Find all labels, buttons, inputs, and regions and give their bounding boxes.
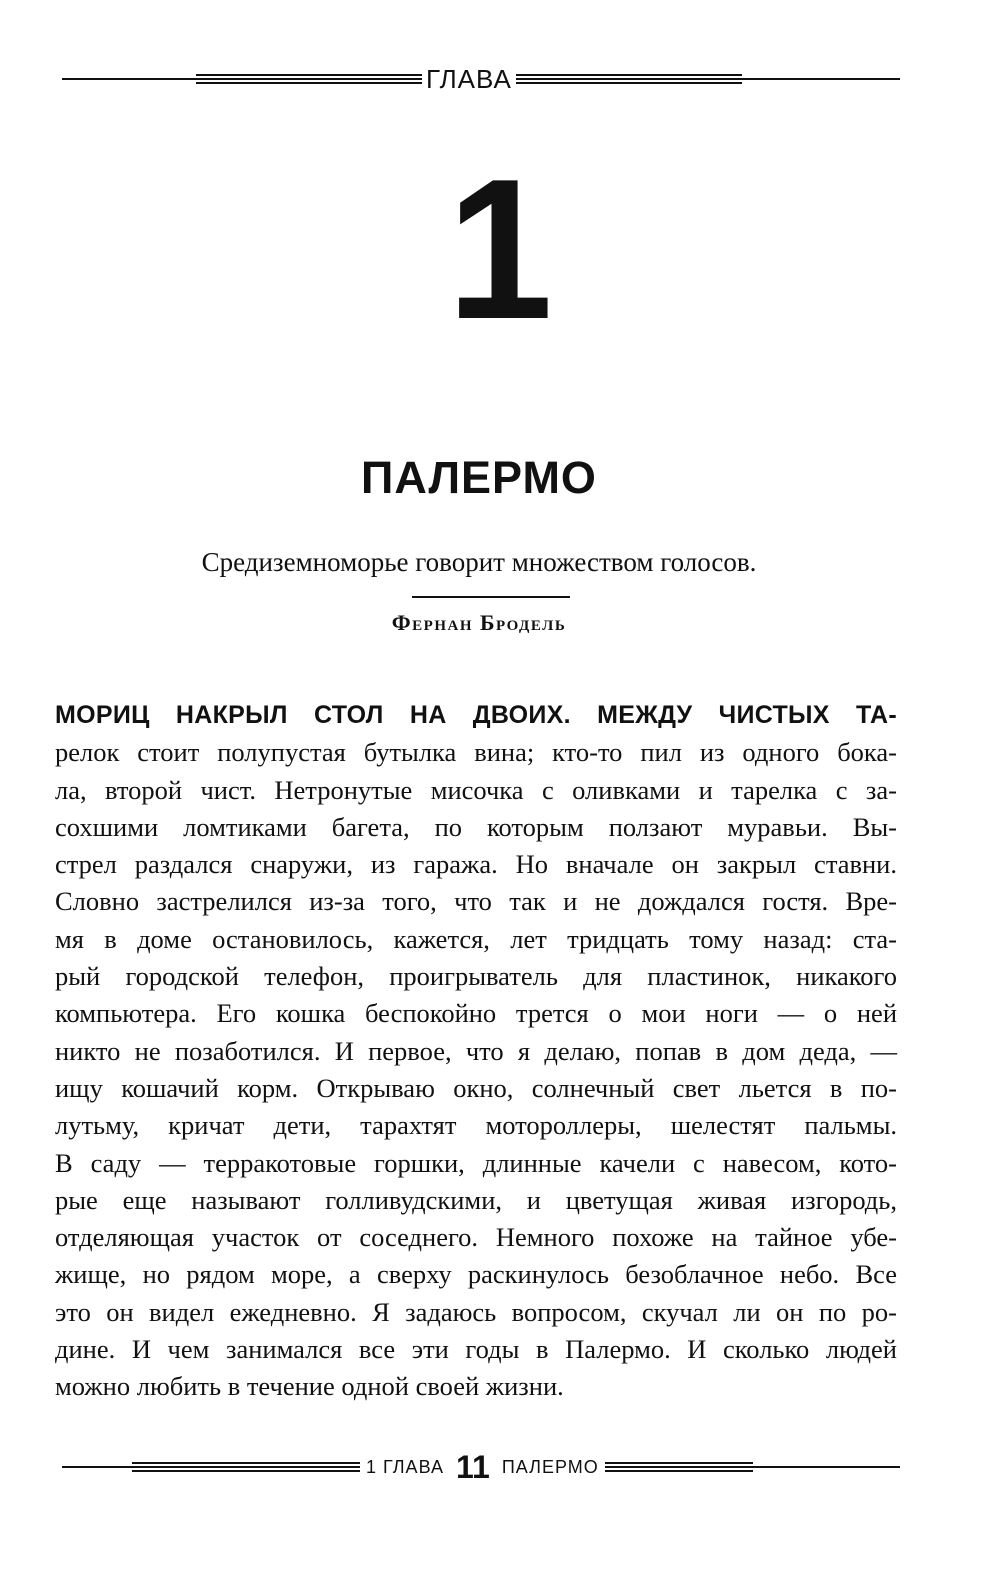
chapter-header-rule — [62, 66, 900, 92]
body-text — [55, 697, 897, 1406]
header-rule-left-triple — [196, 74, 422, 84]
footer-rule-right-triple — [605, 1462, 753, 1472]
footer-rule-left-line — [62, 1466, 132, 1468]
body-line: рые еще называют голливудскими, и цветущая живая изгородь, — [55, 1184, 897, 1215]
body-line: сохшими ломтиками багета, по которым ползают муравьи. Вы- — [55, 811, 897, 842]
header-label: ГЛАВА — [426, 64, 512, 94]
body-line: можно любить в течение одной своей жизни. — [55, 1371, 564, 1402]
epigraph-quote: Средиземноморье говорит множеством голосов. — [201, 547, 757, 577]
footer-rule-left-triple — [132, 1462, 360, 1472]
header-rule-right-line — [742, 78, 900, 80]
body-line: ла, второй чист. Нетронутые мисочка с оливками и тарелка с за- — [55, 774, 897, 805]
body-line: дине. И чем занимался все эти годы в Палермо. И сколько людей — [55, 1334, 897, 1365]
body-line: ищу кошачий корм. Открываю окно, солнечный свет льется в по- — [55, 1072, 897, 1103]
page-footer — [62, 1449, 900, 1485]
body-line: мя в доме остановилось, кажется, лет тридцать тому назад: ста- — [55, 923, 897, 954]
footer-chapter-label: 1 ГЛАВА — [366, 1457, 444, 1477]
epigraph-divider — [412, 596, 570, 598]
page-number: 11 — [455, 1449, 490, 1485]
header-rule-left-line — [62, 78, 196, 80]
body-line: В саду — терракотовые горшки, длинные качели с навесом, кото- — [55, 1147, 897, 1178]
body-line: стрел раздался снаружи, из гаража. Но вначале он закрыл ставни. — [55, 849, 897, 880]
body-line: рый городской телефон, проигрыватель для пластинок, никакого — [55, 961, 897, 992]
body-line: отделяющая участок от соседнего. Немного похоже на тайное убе- — [55, 1222, 897, 1253]
body-line: жище, но рядом море, а сверху раскинулось безоблачное небо. Все — [55, 1259, 897, 1290]
chapter-title: ПАЛЕРМО — [361, 452, 597, 503]
footer-rule-right-line — [753, 1466, 900, 1468]
body-line: никто не позаботился. И первое, что я делаю, попав в дом деда, — — [55, 1035, 897, 1066]
chapter-number: 1 — [447, 138, 553, 361]
footer-chapter-title: ПАЛЕРМО — [501, 1457, 599, 1477]
epigraph-author: Фернан Бродель — [391, 610, 567, 635]
body-line: лутьму, кричат дети, тарахтят мотороллеры, шелестят пальмы. — [55, 1110, 897, 1141]
body-line: МОРИЦ НАКРЫЛ СТОЛ НА ДВОИХ. МЕЖДУ ЧИСТЫХ ТА- — [55, 701, 897, 729]
body-line: релок стоит полупустая бутылка вина; кто-то пил из одного бока- — [55, 737, 897, 768]
header-rule-right-triple — [516, 74, 742, 84]
body-line: это он видел ежедневно. Я задаюсь вопросом, скучал ли он по ро- — [55, 1296, 897, 1327]
body-line: Словно застрелился из-за того, что так и не дождался гостя. Вре- — [55, 886, 897, 917]
body-line: компьютера. Его кошка беспокойно трется о мои ноги — о ней — [55, 998, 897, 1029]
